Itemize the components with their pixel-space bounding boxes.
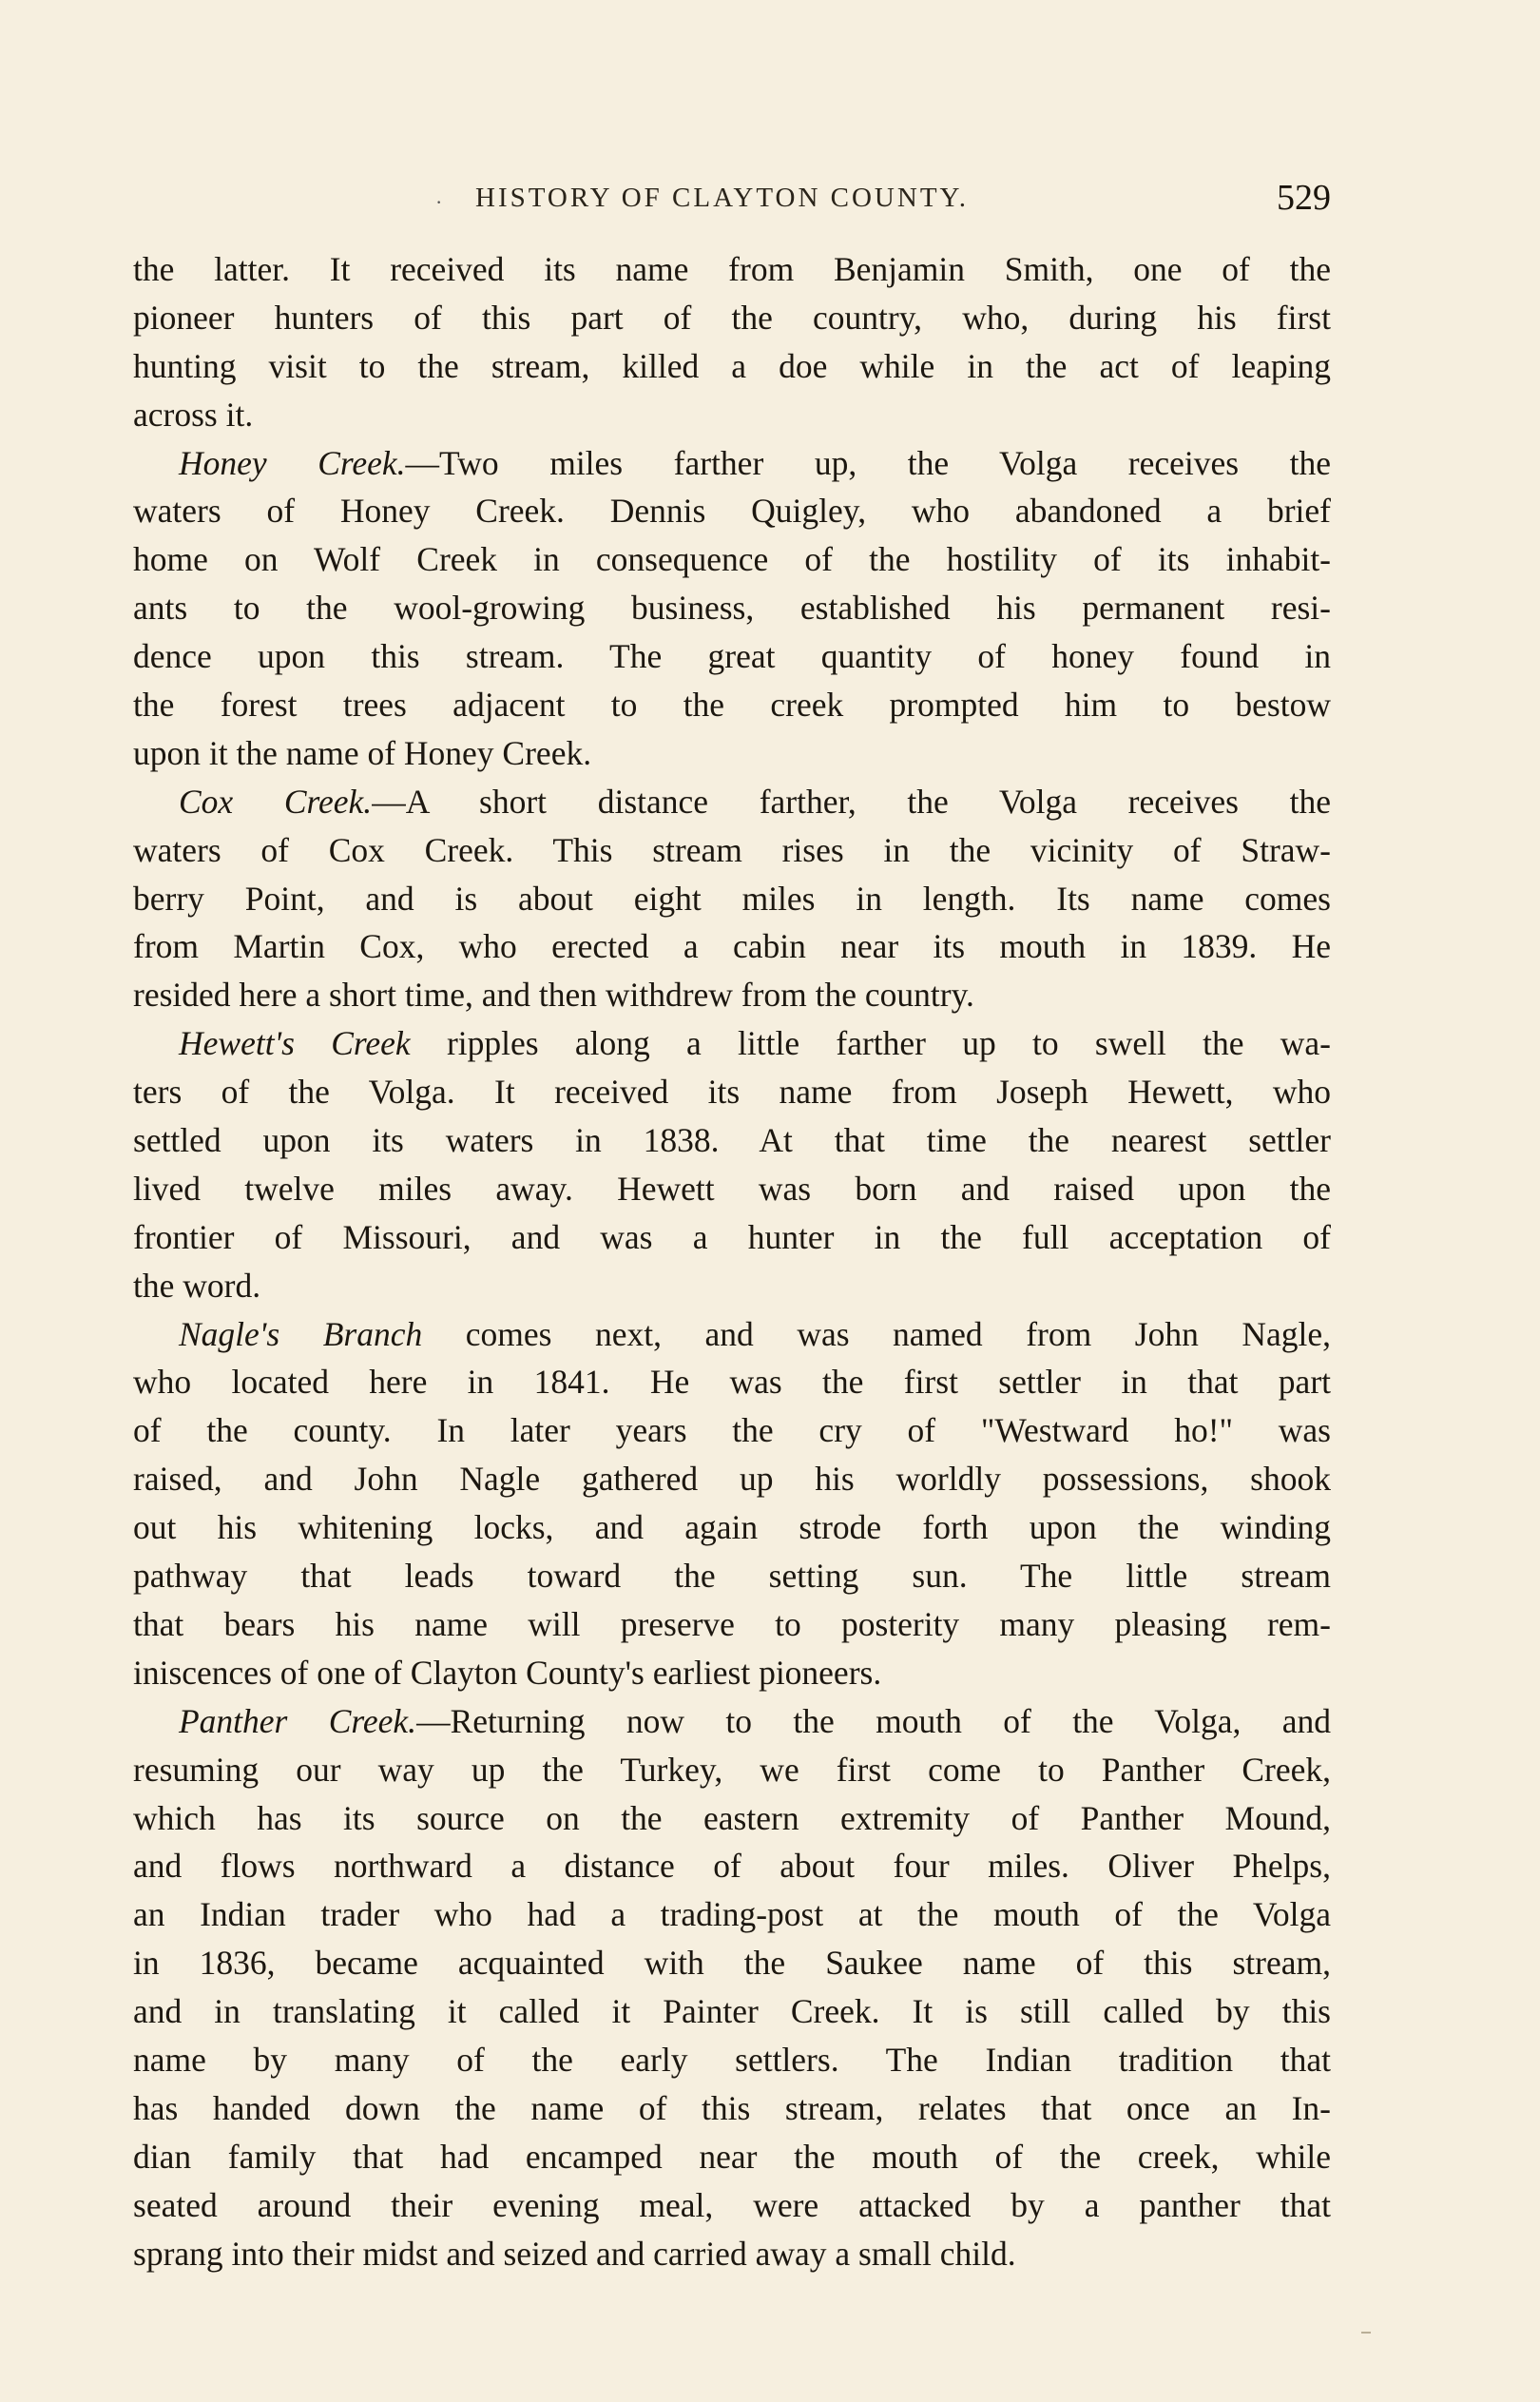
text-line: the forest trees adjacent to the creek prompted him to bestow	[133, 686, 1331, 725]
text-line: resuming our way up the Turkey, we first come to Panther Creek,	[133, 1750, 1331, 1789]
text-line: an Indian trader who had a trading-post at the mouth of the Volga	[133, 1895, 1331, 1934]
running-title: HISTORY OF CLAYTON COUNTY.	[475, 183, 969, 213]
text-line: upon it the name of Honey Creek.	[133, 733, 592, 772]
text-line: ters of the Volga. It received its name from Joseph Hewett, who	[133, 1073, 1331, 1112]
text-line: and in translating it called it Painter Creek. It is still called by this	[133, 1992, 1331, 2031]
text-line: Nagle's Branch comes next, and was named from John Nagle,	[179, 1314, 1331, 1353]
text-line: Cox Creek.—A short distance farther, the Volga receives the	[179, 782, 1331, 821]
text-line: from Martin Cox, who erected a cabin near its mouth in 1839. He	[133, 927, 1331, 966]
paragraph-lead-hewetts-creek: Hewett's Creek	[179, 1024, 411, 1063]
paragraph-lead-panther-creek: Panther Creek.	[179, 1701, 417, 1740]
text-line: berry Point, and is about eight miles in length. Its name comes	[133, 879, 1331, 918]
text-line: name by many of the early settlers. The Indian tradition that	[133, 2040, 1331, 2079]
text-line: who located here in 1841. He was the first settler in that part	[133, 1363, 1331, 1402]
text-line: has handed down the name of this stream, relates that once an In-	[133, 2088, 1331, 2127]
paragraph-lead-honey-creek: Honey Creek.	[179, 443, 406, 482]
text-line: in 1836, became acquainted with the Saukee name of this stream,	[133, 1944, 1331, 1983]
text-line: waters of Honey Creek. Dennis Quigley, who abandoned a brief	[133, 492, 1331, 531]
text-line: raised, and John Nagle gathered up his worldly possessions, shook	[133, 1460, 1331, 1499]
page-blemish	[1361, 2332, 1371, 2334]
text-line: Panther Creek.—Returning now to the mouth of the Volga, and	[179, 1701, 1331, 1740]
text-line: the latter. It received its name from Benjamin Smith, one of the	[133, 250, 1331, 288]
text-line: Hewett's Creek ripples along a little farther up to swell the wa-	[179, 1024, 1331, 1063]
text-line: home on Wolf Creek in consequence of the hostility of its inhabit-	[133, 540, 1331, 579]
text-line: out his whitening locks, and again strode forth upon the winding	[133, 1508, 1331, 1547]
text-line: iniscences of one of Clayton County's earliest pioneers.	[133, 1653, 882, 1692]
paragraph-lead-nagles-branch: Nagle's Branch	[179, 1314, 423, 1353]
text-line: of the county. In later years the cry of "Westward ho!" was	[133, 1411, 1331, 1450]
text-line: that bears his name will preserve to posterity many pleasing rem-	[133, 1604, 1331, 1643]
running-head	[133, 177, 1331, 224]
header-ornament: ·	[435, 190, 443, 214]
text-line: settled upon its waters in 1838. At that time the nearest settler	[133, 1121, 1331, 1160]
text-line: hunting visit to the stream, killed a doe while in the act of leaping	[133, 346, 1331, 385]
body-text	[133, 245, 1331, 2277]
text-line: dence upon this stream. The great quantity of honey found in	[133, 637, 1331, 676]
text-line: Honey Creek.—Two miles farther up, the Volga receives the	[179, 443, 1331, 482]
text-line: resided here a short time, and then withdrew from the country.	[133, 976, 974, 1015]
text-line: frontier of Missouri, and was a hunter in the full acceptation of	[133, 1217, 1331, 1256]
paragraph-lead-cox-creek: Cox Creek.	[179, 782, 373, 821]
text-line: and flows northward a distance of about four miles. Oliver Phelps,	[133, 1847, 1331, 1886]
text-line: waters of Cox Creek. This stream rises in the vicinity of Straw-	[133, 830, 1331, 869]
text-line: the word.	[133, 1266, 261, 1305]
text-line: dian family that had encamped near the mouth of the creek, while	[133, 2137, 1331, 2176]
text-line: pioneer hunters of this part of the country, who, during his first	[133, 298, 1331, 337]
text-line: which has its source on the eastern extremity of Panther Mound,	[133, 1798, 1331, 1837]
text-line: sprang into their midst and seized and carried away a small child.	[133, 2234, 1016, 2273]
text-line: across it.	[133, 395, 254, 434]
text-line: ants to the wool-growing business, established his permanent resi-	[133, 589, 1331, 628]
text-line: pathway that leads toward the setting sun. The little stream	[133, 1557, 1331, 1596]
text-line: lived twelve miles away. Hewett was born and raised upon the	[133, 1169, 1331, 1208]
text-line: seated around their evening meal, were attacked by a panther that	[133, 2185, 1331, 2224]
page-number: 529	[1277, 178, 1331, 218]
